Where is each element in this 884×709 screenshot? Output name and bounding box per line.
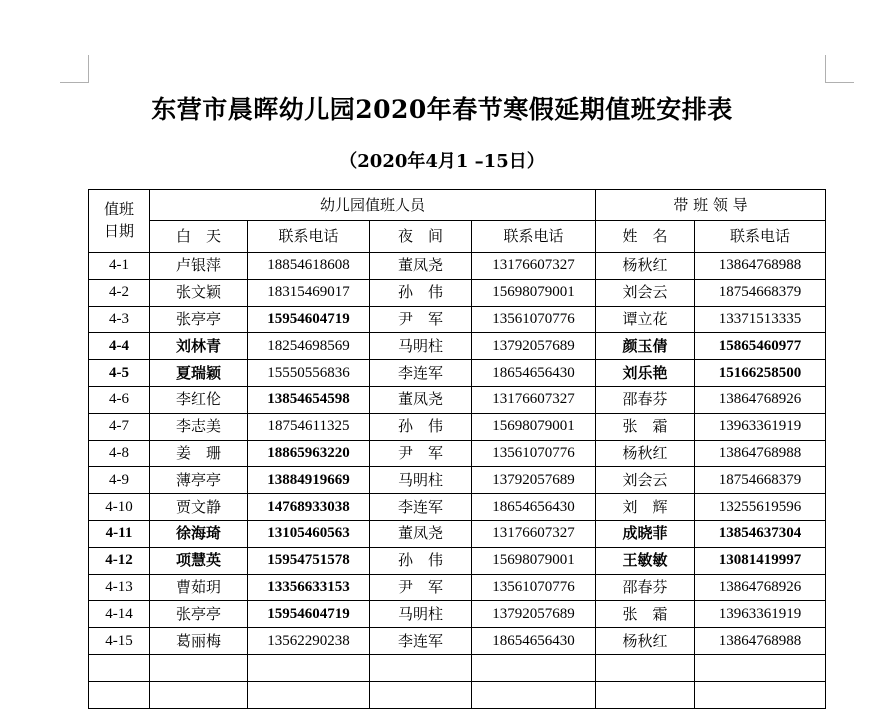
cell-date: 4-15	[89, 628, 150, 655]
document-title: 东营市晨晖幼儿园2020年春节寒假延期值班安排表	[151, 95, 733, 124]
cell-night-staff: 李连军	[370, 628, 472, 655]
table-row	[89, 467, 826, 494]
cell-night-staff: 董凤尧	[370, 520, 472, 547]
cell-leader-phone: 13864768988	[695, 253, 826, 280]
cell-leader-phone: 13963361919	[695, 601, 826, 628]
header-day-staff: 白 天	[150, 221, 248, 253]
cell-day-phone: 13884919669	[248, 467, 370, 494]
crop-mark-top-left-vertical	[88, 55, 89, 83]
cell-night-phone: 15698079001	[472, 547, 596, 574]
cell-date: 4-3	[89, 306, 150, 333]
cell-night-staff: 董凤尧	[370, 386, 472, 413]
table-row	[89, 333, 826, 360]
cell-date: 4-13	[89, 574, 150, 601]
cell-day-phone: 18754611325	[248, 413, 370, 440]
cell-leader-name: 刘乐艳	[596, 360, 695, 387]
cell-night-phone: 13176607327	[472, 386, 596, 413]
cell-night-phone: 18654656430	[472, 360, 596, 387]
cell-night-staff: 马明柱	[370, 601, 472, 628]
cell-leader-name: 邵春芬	[596, 386, 695, 413]
cell-day-staff: 张文颖	[150, 279, 248, 306]
cell-day-staff: 张亭亭	[150, 601, 248, 628]
cell-night-phone: 13561070776	[472, 306, 596, 333]
cell-leader-phone: 13963361919	[695, 413, 826, 440]
cell-night-phone: 13792057689	[472, 467, 596, 494]
cell-leader-phone: 13864768926	[695, 574, 826, 601]
cell-leader-phone: 18754668379	[695, 467, 826, 494]
cell-date: 4-1	[89, 253, 150, 280]
cell-night-staff: 李连军	[370, 360, 472, 387]
empty-cell	[472, 654, 596, 681]
header-leader-group: 带 班 领 导	[596, 190, 826, 221]
table-row	[89, 413, 826, 440]
cell-night-staff: 董凤尧	[370, 253, 472, 280]
cell-day-phone: 18315469017	[248, 279, 370, 306]
cell-night-phone: 15698079001	[472, 413, 596, 440]
cell-night-staff: 马明柱	[370, 333, 472, 360]
cell-day-staff: 刘林青	[150, 333, 248, 360]
cell-day-phone: 18865963220	[248, 440, 370, 467]
empty-table-row	[89, 681, 826, 708]
empty-cell	[472, 681, 596, 708]
cell-leader-phone: 15166258500	[695, 360, 826, 387]
cell-night-staff: 尹 军	[370, 574, 472, 601]
header-row-groups	[89, 190, 826, 221]
cell-day-staff: 葛丽梅	[150, 628, 248, 655]
table-row	[89, 440, 826, 467]
document-subtitle: （2020年4月1 –15日）	[339, 151, 545, 172]
crop-mark-top-right	[826, 82, 854, 83]
cell-leader-phone: 13081419997	[695, 547, 826, 574]
empty-cell	[150, 654, 248, 681]
header-leader-name: 姓 名	[596, 221, 695, 253]
header-row-columns	[89, 221, 826, 253]
cell-day-phone: 15550556836	[248, 360, 370, 387]
cell-leader-phone: 13864768926	[695, 386, 826, 413]
cell-leader-name: 杨秋红	[596, 628, 695, 655]
cell-leader-phone: 18754668379	[695, 279, 826, 306]
table-row	[89, 601, 826, 628]
cell-day-staff: 卢银萍	[150, 253, 248, 280]
cell-date: 4-8	[89, 440, 150, 467]
cell-day-staff: 姜 珊	[150, 440, 248, 467]
cell-day-staff: 徐海琦	[150, 520, 248, 547]
cell-night-phone: 13792057689	[472, 601, 596, 628]
cell-day-phone: 13854654598	[248, 386, 370, 413]
cell-leader-name: 颜玉倩	[596, 333, 695, 360]
empty-cell	[89, 681, 150, 708]
header-staff-group: 幼儿园值班人员	[150, 190, 596, 221]
duty-schedule-table	[88, 189, 826, 709]
cell-leader-name: 刘会云	[596, 467, 695, 494]
cell-night-phone: 13561070776	[472, 440, 596, 467]
cell-day-staff: 夏瑞颖	[150, 360, 248, 387]
table-row	[89, 386, 826, 413]
cell-date: 4-7	[89, 413, 150, 440]
cell-day-staff: 李红伦	[150, 386, 248, 413]
header-duty-date	[89, 190, 150, 253]
cell-day-staff: 薄亭亭	[150, 467, 248, 494]
empty-cell	[695, 654, 826, 681]
empty-cell	[695, 681, 826, 708]
header-date-line1: 值班	[103, 200, 134, 219]
cell-leader-phone: 13854637304	[695, 520, 826, 547]
empty-cell	[89, 654, 150, 681]
cell-day-staff: 项慧英	[150, 547, 248, 574]
cell-leader-phone: 13864768988	[695, 628, 826, 655]
cell-date: 4-4	[89, 333, 150, 360]
cell-night-staff: 孙 伟	[370, 413, 472, 440]
cell-night-staff: 孙 伟	[370, 547, 472, 574]
cell-date: 4-11	[89, 520, 150, 547]
header-day-phone: 联系电话	[248, 221, 370, 253]
cell-day-staff: 张亭亭	[150, 306, 248, 333]
header-night-phone: 联系电话	[472, 221, 596, 253]
cell-night-phone: 13176607327	[472, 253, 596, 280]
cell-leader-name: 王敏敏	[596, 547, 695, 574]
table-row	[89, 306, 826, 333]
cell-day-phone: 15954751578	[248, 547, 370, 574]
empty-cell	[248, 654, 370, 681]
empty-cell	[370, 654, 472, 681]
cell-date: 4-2	[89, 279, 150, 306]
cell-leader-name: 张 霜	[596, 413, 695, 440]
cell-day-phone: 18854618608	[248, 253, 370, 280]
table-row	[89, 520, 826, 547]
cell-leader-phone: 13371513335	[695, 306, 826, 333]
table-row	[89, 279, 826, 306]
cell-night-staff: 马明柱	[370, 467, 472, 494]
cell-night-phone: 13176607327	[472, 520, 596, 547]
cell-leader-name: 成晓菲	[596, 520, 695, 547]
cell-leader-name: 刘 辉	[596, 494, 695, 521]
header-leader-phone: 联系电话	[695, 221, 826, 253]
cell-day-staff: 曹茹玥	[150, 574, 248, 601]
cell-leader-phone: 15865460977	[695, 333, 826, 360]
cell-leader-name: 邵春芬	[596, 574, 695, 601]
empty-cell	[248, 681, 370, 708]
cell-night-phone: 13561070776	[472, 574, 596, 601]
cell-night-phone: 18654656430	[472, 628, 596, 655]
table-row	[89, 628, 826, 655]
cell-day-phone: 13105460563	[248, 520, 370, 547]
cell-leader-name: 张 霜	[596, 601, 695, 628]
cell-date: 4-10	[89, 494, 150, 521]
table-row	[89, 360, 826, 387]
cell-leader-name: 杨秋红	[596, 253, 695, 280]
cell-leader-name: 杨秋红	[596, 440, 695, 467]
cell-leader-name: 谭立花	[596, 306, 695, 333]
empty-cell	[596, 681, 695, 708]
cell-night-phone: 18654656430	[472, 494, 596, 521]
cell-night-staff: 李连军	[370, 494, 472, 521]
table-row	[89, 547, 826, 574]
cell-day-phone: 13356633153	[248, 574, 370, 601]
cell-leader-phone: 13255619596	[695, 494, 826, 521]
empty-table-row	[89, 654, 826, 681]
cell-day-phone: 15954604719	[248, 601, 370, 628]
cell-date: 4-5	[89, 360, 150, 387]
header-night-staff: 夜 间	[370, 221, 472, 253]
cell-night-phone: 15698079001	[472, 279, 596, 306]
table-row	[89, 253, 826, 280]
cell-leader-name: 刘会云	[596, 279, 695, 306]
cell-date: 4-9	[89, 467, 150, 494]
cell-day-phone: 18254698569	[248, 333, 370, 360]
table-row	[89, 494, 826, 521]
cell-day-staff: 李志美	[150, 413, 248, 440]
cell-date: 4-14	[89, 601, 150, 628]
cell-leader-phone: 13864768988	[695, 440, 826, 467]
table-row	[89, 574, 826, 601]
cell-date: 4-6	[89, 386, 150, 413]
cell-night-staff: 孙 伟	[370, 279, 472, 306]
empty-cell	[150, 681, 248, 708]
cell-night-staff: 尹 军	[370, 440, 472, 467]
empty-cell	[370, 681, 472, 708]
cell-day-phone: 14768933038	[248, 494, 370, 521]
cell-night-staff: 尹 军	[370, 306, 472, 333]
cell-day-phone: 15954604719	[248, 306, 370, 333]
cell-day-staff: 贾文静	[150, 494, 248, 521]
cell-day-phone: 13562290238	[248, 628, 370, 655]
cell-night-phone: 13792057689	[472, 333, 596, 360]
empty-cell	[596, 654, 695, 681]
header-date-line2: 日期	[103, 222, 134, 240]
crop-mark-top-left	[60, 82, 88, 83]
crop-mark-top-right-vertical	[825, 55, 826, 83]
cell-date: 4-12	[89, 547, 150, 574]
